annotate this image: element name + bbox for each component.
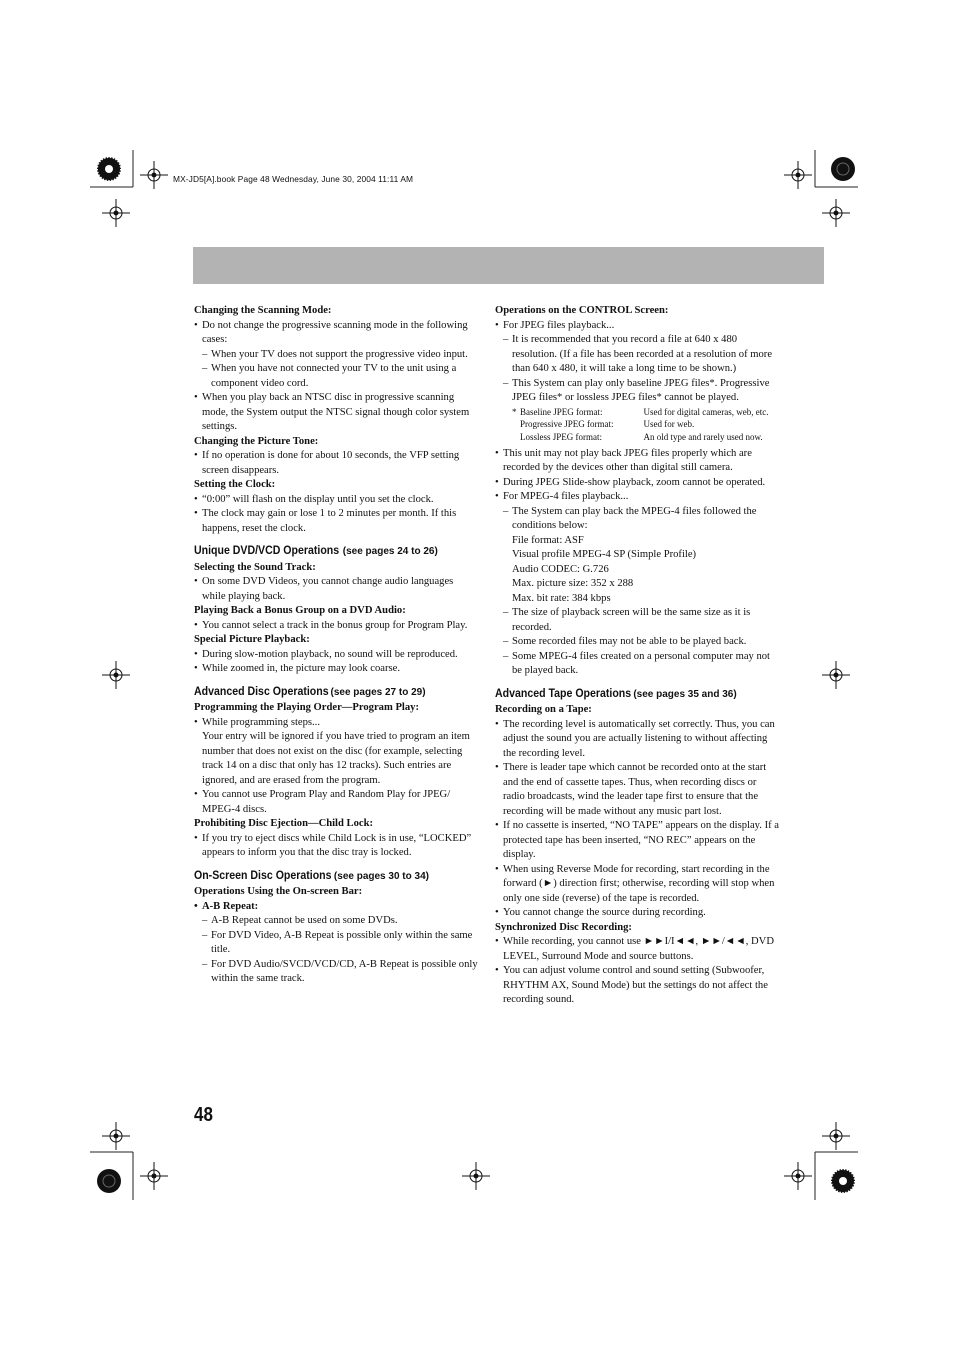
list-item: • If no operation is done for about 10 seconds, the VFP setting screen disappears. — [194, 449, 478, 478]
list-item: – When your TV does not support the progressive video input. — [194, 348, 478, 363]
list-item: • For MPEG-4 files playback... — [495, 490, 779, 505]
list-item: – For DVD Video, A-B Repeat is possible only within the same title. — [194, 929, 478, 958]
program-play-heading: Programming the Playing Order—Program Play: — [194, 702, 419, 713]
list-item: – Some recorded files may not be able to be played back. — [495, 635, 779, 650]
mpeg4-condition: Max. picture size: 352 x 288 — [512, 578, 634, 590]
table-cell: Used for digital cameras, web, etc. — [643, 406, 769, 417]
table-row — [512, 431, 779, 444]
table-cell — [512, 418, 520, 431]
list-item: • If you try to eject discs while Child Lock is in use, “LOCKED” appears to inform you that the disc tray is locked. — [194, 832, 478, 861]
list-item: • While programming steps... — [194, 716, 478, 731]
starburst-mark-bottom-left — [97, 1169, 121, 1193]
table-cell: Progressive JPEG format: — [519, 419, 614, 430]
section-heading-dvd-vcd — [194, 543, 478, 560]
list-item: • You cannot select a track in the bonus group for Program Play. — [194, 619, 478, 634]
list-item: – When you have not connected your TV to the unit using a component video cord. — [194, 362, 478, 391]
section-title: Unique DVD/VCD Operations — [194, 543, 340, 557]
mpeg4-condition: Max. bit rate: 384 kbps — [512, 592, 611, 604]
section-page-ref: (see pages 30 to 34) — [333, 870, 429, 882]
list-item: • If no cassette is inserted, “NO TAPE” appears on the display. If a protected tape has been inserted, “NO REC” appears on the display. — [495, 819, 779, 863]
clock-heading: Setting the Clock: — [194, 479, 276, 490]
list-item: • You cannot use Program Play and Random Play for JPEG/ MPEG-4 discs. — [194, 788, 478, 817]
list-item: • During JPEG Slide-show playback, zoom cannot be operated. — [495, 476, 779, 491]
section-title: On-Screen Disc Operations — [194, 867, 332, 882]
list-item: – This System can play only baseline JPEG files*. Progressive JPEG files* or lossless JPEG files* cannot be played. — [495, 377, 779, 406]
header-bar — [193, 247, 824, 284]
list-item: • You can adjust volume control and sound setting (Subwoofer, RHYTHM AX, Sound Mode) but the settings do not affect the recording sound. — [495, 964, 779, 1008]
table-cell — [512, 431, 520, 444]
list-item: – The System can play back the MPEG-4 files followed the conditions below: — [495, 505, 779, 534]
list-item: • While recording, you cannot use ►►I/I◄◄, ►►/◄◄, DVD LEVEL, Surround Mode and source buttons. — [495, 935, 779, 964]
list-item: • Do not change the progressive scanning mode in the following cases: — [194, 319, 478, 348]
mpeg4-condition: Visual profile MPEG-4 SP (Simple Profile) — [512, 549, 697, 561]
scanning-mode-heading: Changing the Scanning Mode: — [194, 305, 332, 316]
section-title: Advanced Tape Operations — [495, 685, 632, 700]
section-page-ref: (see pages 27 to 29) — [330, 686, 426, 698]
section-heading-on-screen — [194, 868, 478, 885]
picture-tone-heading: Changing the Picture Tone: — [194, 435, 319, 447]
page-number: 48 — [194, 1104, 213, 1126]
list-item: • When using Reverse Mode for recording, start recording in the forward (►) direction first; otherwise, recording will stop when only one side (reverse) of the tape is recorded. — [495, 863, 779, 907]
section-page-ref: (see pages 35 and 36) — [633, 688, 737, 700]
table-cell: Used for web. — [643, 419, 695, 430]
bonus-group-heading: Playing Back a Bonus Group on a DVD Audio: — [194, 605, 406, 616]
table-row — [512, 418, 779, 431]
list-item: • While zoomed in, the picture may look coarse. — [194, 662, 478, 677]
list-item: – A-B Repeat cannot be used on some DVDs. — [194, 914, 478, 929]
list-item: – Some MPEG-4 files created on a personal computer may not be played back. — [495, 650, 779, 679]
mpeg4-condition: File format: ASF — [512, 534, 584, 546]
list-item-text: Your entry will be ignored if you have tried to program an item number that does not exist on the disc (for example, selecting track 14 on a disc that only has 12 tracks). Such entries are ignored, and are erased from the program. — [202, 731, 470, 786]
list-item: • There is leader tape which cannot be recorded onto at the start and the end of cassette tapes. Thus, when recording discs or radio broadcasts, wind the leader tape first to ensure that the recording will be made without any music part lost. — [495, 761, 779, 819]
starburst-mark-top-left — [97, 157, 121, 181]
sound-track-heading: Selecting the Sound Track: — [194, 561, 316, 573]
child-lock-heading: Prohibiting Disc Ejection—Child Lock: — [194, 818, 374, 829]
list-item: • This unit may not play back JPEG files properly which are recorded by the devices other than digital still camera. — [495, 447, 779, 476]
list-item: • The clock may gain or lose 1 to 2 minutes per month. If this happens, reset the clock. — [194, 507, 478, 536]
left-column — [194, 304, 478, 987]
right-column — [495, 304, 779, 1008]
table-cell: * — [512, 406, 517, 417]
starburst-mark-top-right — [831, 157, 855, 181]
table-cell: Lossless JPEG format: — [519, 432, 602, 443]
recording-heading: Recording on a Tape: — [495, 704, 592, 716]
jpeg-format-table — [512, 406, 779, 444]
list-item: • The recording level is automatically set correctly. Thus, you can adjust the sound you are actually listening to without affecting the recording level. — [495, 718, 779, 762]
list-item: • When you play back an NTSC disc in progressive scanning mode, the System output the NTSC signal though color system settings. — [194, 391, 478, 435]
table-row — [512, 406, 779, 419]
section-heading-tape — [495, 686, 779, 703]
table-cell: Baseline JPEG format: — [519, 406, 603, 417]
on-screen-bar-heading: Operations Using the On-screen Bar: — [194, 886, 363, 897]
section-title: Advanced Disc Operations — [194, 683, 329, 698]
control-screen-heading: Operations on the CONTROL Screen: — [495, 305, 669, 316]
table-cell: An old type and rarely used now. — [643, 432, 763, 443]
list-item: – It is recommended that you record a file at 640 x 480 resolution. (If a file has been recorded at a resolution of more than 640 x 480, it will take a long time to be shown.) — [495, 333, 779, 377]
book-header-line: MX-JD5[A].book Page 48 Wednesday, June 30, 2004 11:11 AM — [173, 174, 414, 184]
sync-recording-heading: Synchronized Disc Recording: — [495, 921, 632, 933]
ab-repeat-heading: • A-B Repeat: — [194, 900, 478, 915]
section-page-ref: (see pages 24 to 26) — [342, 546, 438, 557]
list-item: • On some DVD Videos, you cannot change audio languages while playing back. — [194, 575, 478, 604]
list-item: • For JPEG files playback... — [495, 319, 779, 334]
list-item: • During slow-motion playback, no sound will be reproduced. — [194, 648, 478, 663]
starburst-mark-bottom-right — [831, 1169, 855, 1193]
list-item: – The size of playback screen will be the same size as it is recorded. — [495, 606, 779, 635]
list-item: • You cannot change the source during recording. — [495, 906, 779, 921]
special-playback-heading: Special Picture Playback: — [194, 634, 310, 645]
section-heading-advanced-disc — [194, 684, 478, 701]
mpeg4-condition: Audio CODEC: G.726 — [512, 563, 609, 575]
list-item: • “0:00” will flash on the display until you set the clock. — [194, 493, 478, 508]
list-item: – For DVD Audio/SVCD/VCD/CD, A-B Repeat is possible only within the same track. — [194, 958, 478, 987]
